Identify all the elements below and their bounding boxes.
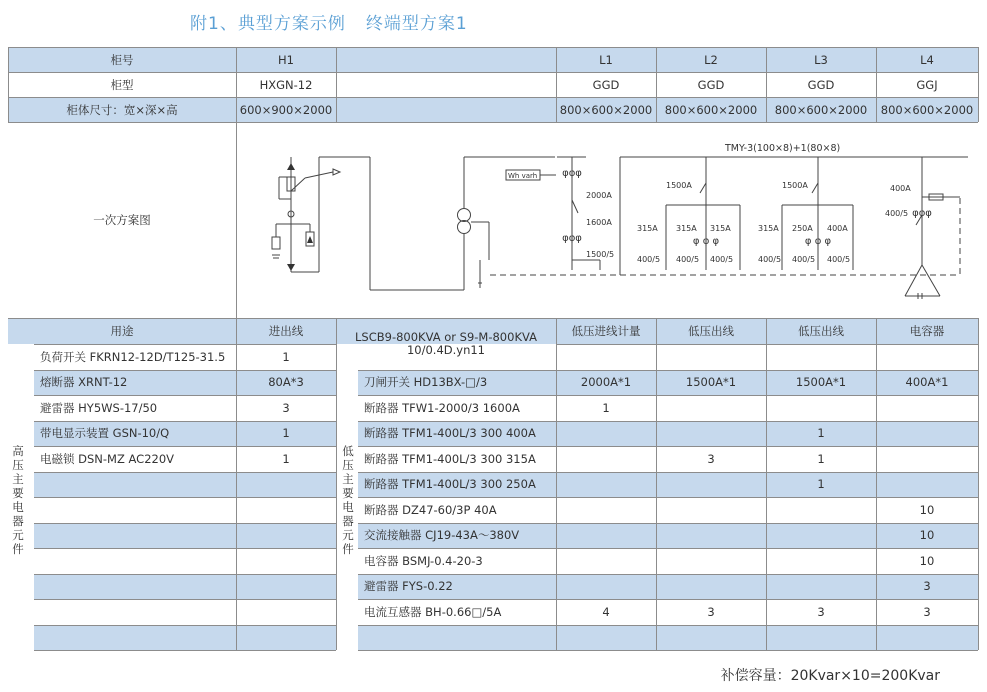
l2-ct3: 400/5: [710, 255, 734, 264]
grid-line: [358, 472, 978, 473]
header-l4: L4: [920, 52, 934, 67]
lv-item-name: 交流接触器 CJ19-43A～380V: [364, 528, 520, 543]
grid-line: [8, 47, 978, 48]
lv-item-v1: [556, 574, 656, 600]
hv-item-name: 熔断器 XRNT-12: [40, 375, 128, 390]
lv-item-v4: 10: [919, 553, 935, 568]
grid-line: [358, 446, 978, 447]
lv-item-name: 断路器 TFM1-400L/3 300 400A: [364, 426, 536, 441]
grid-line: [34, 446, 336, 447]
lv-item-name: 电流互感器 BH-0.66□/5A: [364, 604, 502, 619]
header-l4: 800×600×2000: [880, 102, 974, 117]
l2-b3: 315A: [710, 224, 731, 233]
lv-item-name: 断路器 DZ47-60/3P 40A: [364, 502, 497, 517]
lv-item-v1: [556, 421, 656, 447]
lv-item-name: [358, 625, 556, 651]
grid-line: [358, 625, 978, 626]
grid-line: [358, 599, 978, 600]
grid-line: [34, 421, 336, 422]
lv-item-v3: [766, 548, 876, 574]
header-h1: 600×900×2000: [239, 102, 333, 117]
header-l2: GGD: [697, 77, 725, 92]
hv-item-value: [236, 497, 336, 523]
l3-b3: 400A: [827, 224, 848, 233]
grid-line: [766, 318, 767, 650]
header-label: 柜型: [110, 77, 134, 92]
header-l2: L2: [704, 52, 718, 67]
hv-item-name: 带电显示装置 GSN-10/Q: [40, 426, 170, 441]
grid-line: [236, 47, 237, 122]
grid-line: [34, 574, 336, 575]
grid-line: [876, 318, 877, 650]
lv-item-v3: 3: [817, 604, 825, 619]
grid-line: [34, 395, 336, 396]
transformer-label: LSCB9-800KVA or S9-M-800KVA 10/0.4D.yn11: [355, 330, 537, 357]
grid-line: [358, 523, 978, 524]
hv-item-value: [236, 523, 336, 549]
hv-item-name: [34, 472, 236, 498]
lv-item-v2: [656, 574, 766, 600]
lv-item-v3: 1: [817, 426, 825, 441]
lv-item-v2: [656, 344, 766, 370]
grid-line: [34, 625, 336, 626]
grid-line: [336, 318, 337, 650]
l3-b2: 250A: [792, 224, 813, 233]
lv-item-v4: 3: [923, 579, 931, 594]
lv-item-v3: 1: [817, 477, 825, 492]
lv-item-v1: [556, 548, 656, 574]
grid-line: [556, 318, 557, 650]
hv-item-name: [34, 548, 236, 574]
lv-item-v2: [656, 472, 766, 498]
lv-item-v2: [656, 497, 766, 523]
hv-item-value: [236, 625, 336, 651]
lv-item-name: 电容器 BSMJ-0.4-20-3: [364, 553, 483, 568]
lv-item-v3: [766, 497, 876, 523]
page-title: [190, 9, 468, 34]
grid-line: [358, 497, 978, 498]
lv-item-v1: [556, 344, 656, 370]
grid-line: [656, 318, 657, 650]
grid-line: [876, 47, 877, 122]
lv-column-header: 低压进线计量: [571, 324, 641, 338]
hv-item-value: 3: [282, 400, 290, 415]
lv-item-v4: [876, 344, 978, 370]
hv-item-name: 电磁锁 DSN-MZ AC220V: [40, 451, 175, 466]
grid-line: [556, 47, 557, 122]
l2-b2: 315A: [676, 224, 697, 233]
l2-ct1: 400/5: [637, 255, 661, 264]
l1-ct: 1500/5: [586, 250, 615, 259]
lv-item-v4: 400A*1: [905, 375, 949, 390]
l3-ct1: 400/5: [758, 255, 782, 264]
lv-item-v2: [656, 421, 766, 447]
l3-ct3: 400/5: [827, 255, 851, 264]
lv-item-v2: [656, 395, 766, 421]
lv-item-v4: 3: [923, 604, 931, 619]
grid-line: [34, 344, 336, 345]
lv-item-v3: 1: [817, 451, 825, 466]
l2-main: 1500A: [666, 181, 692, 190]
grid-line: [8, 97, 978, 98]
hv-item-value: [236, 472, 336, 498]
l1-rating-b: 1600A: [586, 218, 612, 227]
lv-item-v4: [876, 472, 978, 498]
grid-line: [978, 47, 979, 122]
l3-main: 1500A: [782, 181, 808, 190]
header-l1: GGD: [592, 77, 620, 92]
grid-line: [656, 47, 657, 122]
title-sub: 终端型方案1: [365, 14, 468, 34]
grid-line: [8, 72, 978, 73]
header-l3: GGD: [807, 77, 835, 92]
hv-item-value: 1: [282, 349, 290, 364]
lv-item-v1: [556, 446, 656, 472]
grid-line: [8, 47, 9, 122]
ct-symbol: φ φ φ: [692, 236, 720, 247]
header-l2: 800×600×2000: [664, 102, 758, 117]
lv-item-name: 断路器 TFW1-2000/3 1600A: [364, 400, 520, 415]
lv-column-header: 电容器: [909, 324, 945, 338]
grid-line: [34, 599, 336, 600]
lv-item-v4: [876, 625, 978, 651]
grid-line: [34, 548, 336, 549]
lv-item-v1: [556, 472, 656, 498]
hv-item-name: 负荷开关 FKRN12-12D/T125-31.5: [40, 349, 226, 364]
hv-item-value: 1: [282, 426, 290, 441]
lv-item-v4: [876, 446, 978, 472]
lv-item-v3: [766, 344, 876, 370]
compensation-capacity: 补偿容量：20Kvar×10=200Kvar: [720, 668, 940, 684]
lv-item-name: 避雷器 FYS-0.22: [364, 579, 453, 594]
lv-item-v4: 10: [919, 502, 935, 517]
lv-item-v2: [656, 548, 766, 574]
lv-item-v3: [766, 574, 876, 600]
hv-item-name: [34, 599, 236, 625]
header-l1: 800×600×2000: [559, 102, 653, 117]
hv-side-label: 高压主要电器元件: [12, 444, 24, 556]
lv-item-v2: 1500A*1: [685, 375, 737, 390]
hv-use-header: 用途: [110, 324, 134, 338]
grid-line: [358, 650, 978, 651]
header-l1: L1: [599, 52, 613, 67]
lv-item-v1: [556, 497, 656, 523]
lv-column-header: 低压出线: [798, 324, 844, 338]
hv-item-name: [34, 497, 236, 523]
grid-line: [358, 421, 978, 422]
header-l3: 800×600×2000: [774, 102, 868, 117]
lv-side-label: 低压主要电器元件: [342, 444, 354, 556]
grid-line: [358, 370, 978, 371]
header-l3: L3: [814, 52, 828, 67]
l2-b1: 315A: [637, 224, 658, 233]
title-main: 附1、典型方案示例: [190, 14, 346, 34]
lv-item-v3: [766, 523, 876, 549]
grid-line: [236, 318, 237, 650]
l2-ct2: 400/5: [676, 255, 700, 264]
grid-line: [34, 523, 336, 524]
header-label: 柜号: [110, 52, 134, 67]
ct-symbol: φφφ: [912, 208, 932, 219]
header-h1: HXGN-12: [259, 77, 313, 92]
hv-item-name: 避雷器 HY5WS-17/50: [40, 400, 158, 415]
diagram-label: 一次方案图: [93, 213, 151, 227]
hv-item-name: [34, 625, 236, 651]
grid-line: [34, 472, 336, 473]
l3-ct2: 400/5: [792, 255, 816, 264]
lv-item-v2: 3: [707, 604, 715, 619]
l4-rating: 400A: [890, 184, 911, 193]
hv-inout-header: 进出线: [268, 324, 304, 338]
hv-item-name: [34, 523, 236, 549]
lv-item-v1: 2000A*1: [580, 375, 632, 390]
lv-column-header: 低压出线: [688, 324, 734, 338]
meter-label: Wh varh: [508, 172, 538, 180]
lv-item-v2: [656, 625, 766, 651]
hv-item-name: [34, 574, 236, 600]
grid-line: [358, 395, 978, 396]
lv-item-v1: [556, 625, 656, 651]
grid-line: [978, 318, 979, 650]
lv-item-v3: [766, 625, 876, 651]
hv-item-value: [236, 574, 336, 600]
grid-line: [358, 548, 978, 549]
hv-item-value: [236, 599, 336, 625]
lv-item-v2: 3: [707, 451, 715, 466]
grid-line: [34, 497, 336, 498]
hv-item-value: [236, 548, 336, 574]
lv-item-v1: 4: [602, 604, 610, 619]
l4-ct: 400/5: [885, 209, 909, 218]
lv-item-v1: [556, 523, 656, 549]
busbar-label: TMY-3(100×8)+1(80×8): [725, 143, 841, 154]
grid-line: [556, 344, 978, 345]
lv-item-name: 断路器 TFM1-400L/3 300 315A: [364, 451, 536, 466]
grid-line: [766, 47, 767, 122]
lv-item-v1: 1: [602, 400, 610, 415]
lv-item-name: 刀闸开关 HD13BX-□/3: [364, 375, 488, 390]
header-l4: GGJ: [916, 77, 938, 92]
lv-item-v4: [876, 395, 978, 421]
l1-rating-a: 2000A: [586, 191, 612, 200]
ct-symbol: φ φ φ: [804, 236, 832, 247]
grid-line: [336, 47, 337, 122]
grid-line: [34, 650, 336, 651]
hv-item-value: 80A*3: [268, 375, 304, 390]
lv-item-v4: [876, 421, 978, 447]
header-h1: H1: [278, 52, 294, 67]
ct-symbol: φφφ: [562, 168, 582, 179]
grid-line: [34, 370, 336, 371]
ct-symbol: φφφ: [562, 233, 582, 244]
lv-item-v3: [766, 395, 876, 421]
lv-item-v4: 10: [919, 528, 935, 543]
grid-line: [236, 122, 237, 318]
lv-item-name: 断路器 TFM1-400L/3 300 250A: [364, 477, 536, 492]
lv-item-v2: [656, 523, 766, 549]
header-label: 柜体尺寸：宽×深×高: [66, 102, 178, 117]
hv-item-value: 1: [282, 451, 290, 466]
l3-b1: 315A: [758, 224, 779, 233]
lv-item-v3: 1500A*1: [795, 375, 847, 390]
grid-line: [358, 574, 978, 575]
